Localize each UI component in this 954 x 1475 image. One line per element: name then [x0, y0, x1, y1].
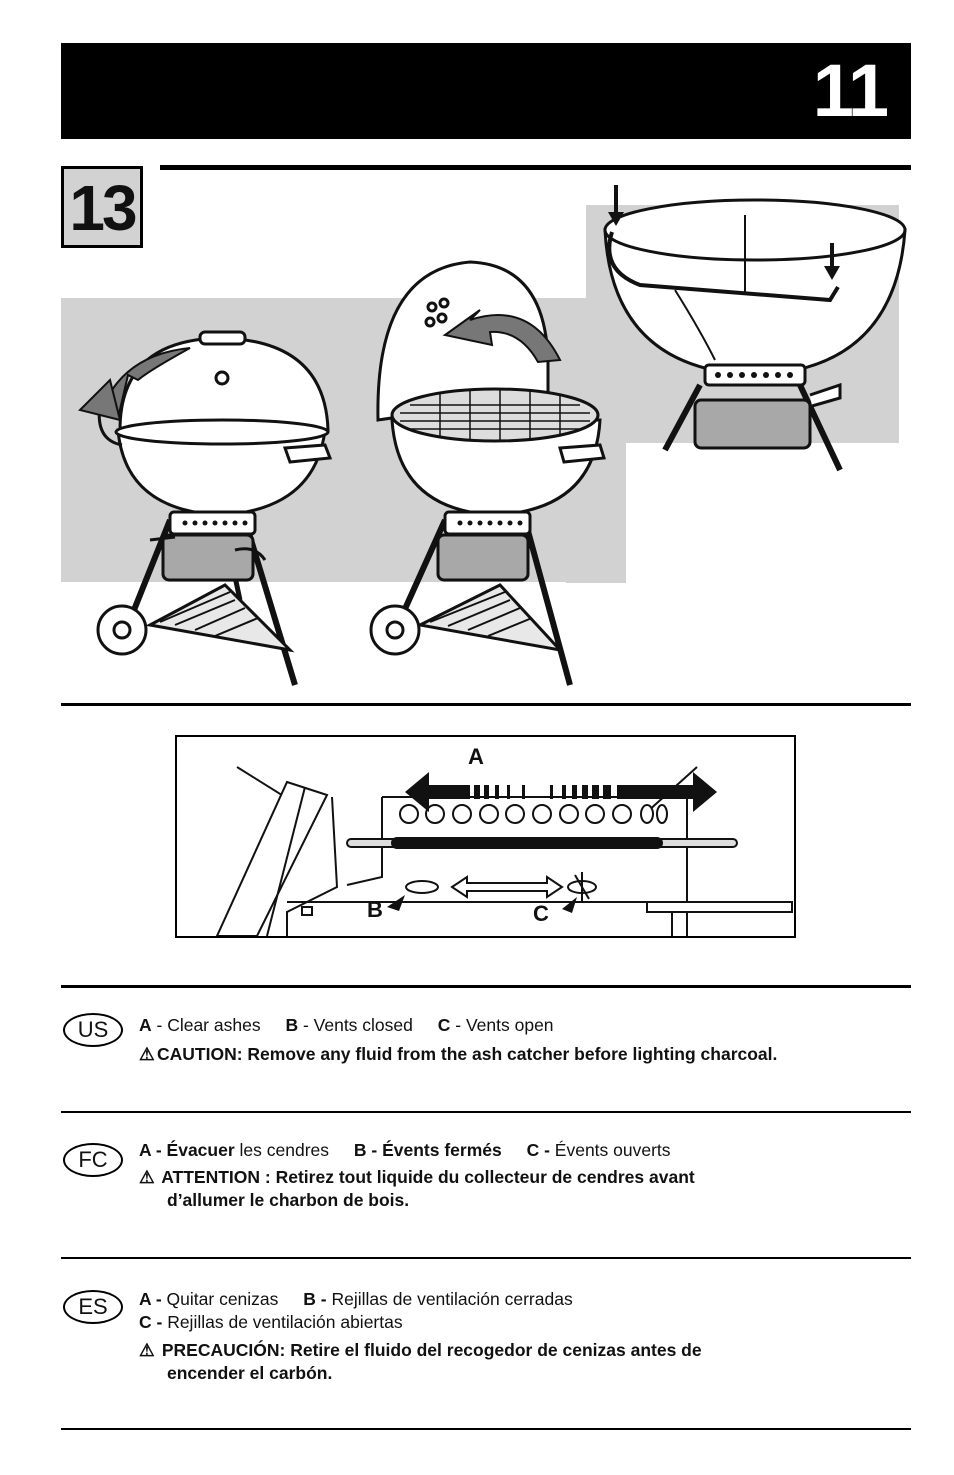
fc-section [139, 1139, 899, 1212]
vent-detail-box [175, 735, 796, 938]
section-rule-top [61, 985, 911, 988]
grill-illustration [0, 170, 954, 700]
illustration-rule [61, 703, 911, 706]
page-number: 11 [812, 49, 887, 132]
warning-icon: ⚠ [139, 1340, 155, 1360]
es-legend-line2: C - Rejillas de ventilación abiertas [139, 1312, 403, 1332]
us-section [139, 1014, 899, 1066]
us-legend: A - Clear ashes B - Vents closed C - Vents open [139, 1015, 554, 1035]
lang-badge-us: US [63, 1013, 123, 1047]
us-caution: ⚠ CAUTION: Remove any fluid from the ash catcher before lighting charcoal. [139, 1044, 778, 1064]
section-rule-us-fc [61, 1111, 911, 1113]
es-legend-line1: A - Quitar cenizas B - Rejillas de ventilación cerradas [139, 1289, 573, 1309]
es-caution: ⚠ PRECAUCIÓN: Retire el fluido del recogedor de cenizas antes de encender el carbón. [139, 1340, 702, 1383]
section-rule-bottom [61, 1428, 911, 1430]
vent-detail-drawing [177, 737, 794, 936]
warning-icon: ⚠ [139, 1044, 155, 1064]
lang-badge-es: ES [63, 1290, 123, 1324]
es-section [139, 1288, 899, 1385]
fc-caution: ⚠ ATTENTION : Retirez tout liquide du collecteur de cendres avant d’allumer le charbon de bois. [139, 1167, 695, 1210]
label-b: B [367, 897, 383, 922]
step-number: 13 [69, 172, 135, 244]
section-rule-fc-es [61, 1257, 911, 1259]
label-c: C [533, 901, 549, 926]
header-bar [61, 43, 911, 139]
fc-legend: A - Évacuer les cendres B - Évents fermés C - Évents ouverts [139, 1140, 671, 1160]
label-a: A [468, 744, 484, 769]
lang-badge-fc: FC [63, 1143, 123, 1177]
warning-icon: ⚠ [139, 1167, 155, 1187]
